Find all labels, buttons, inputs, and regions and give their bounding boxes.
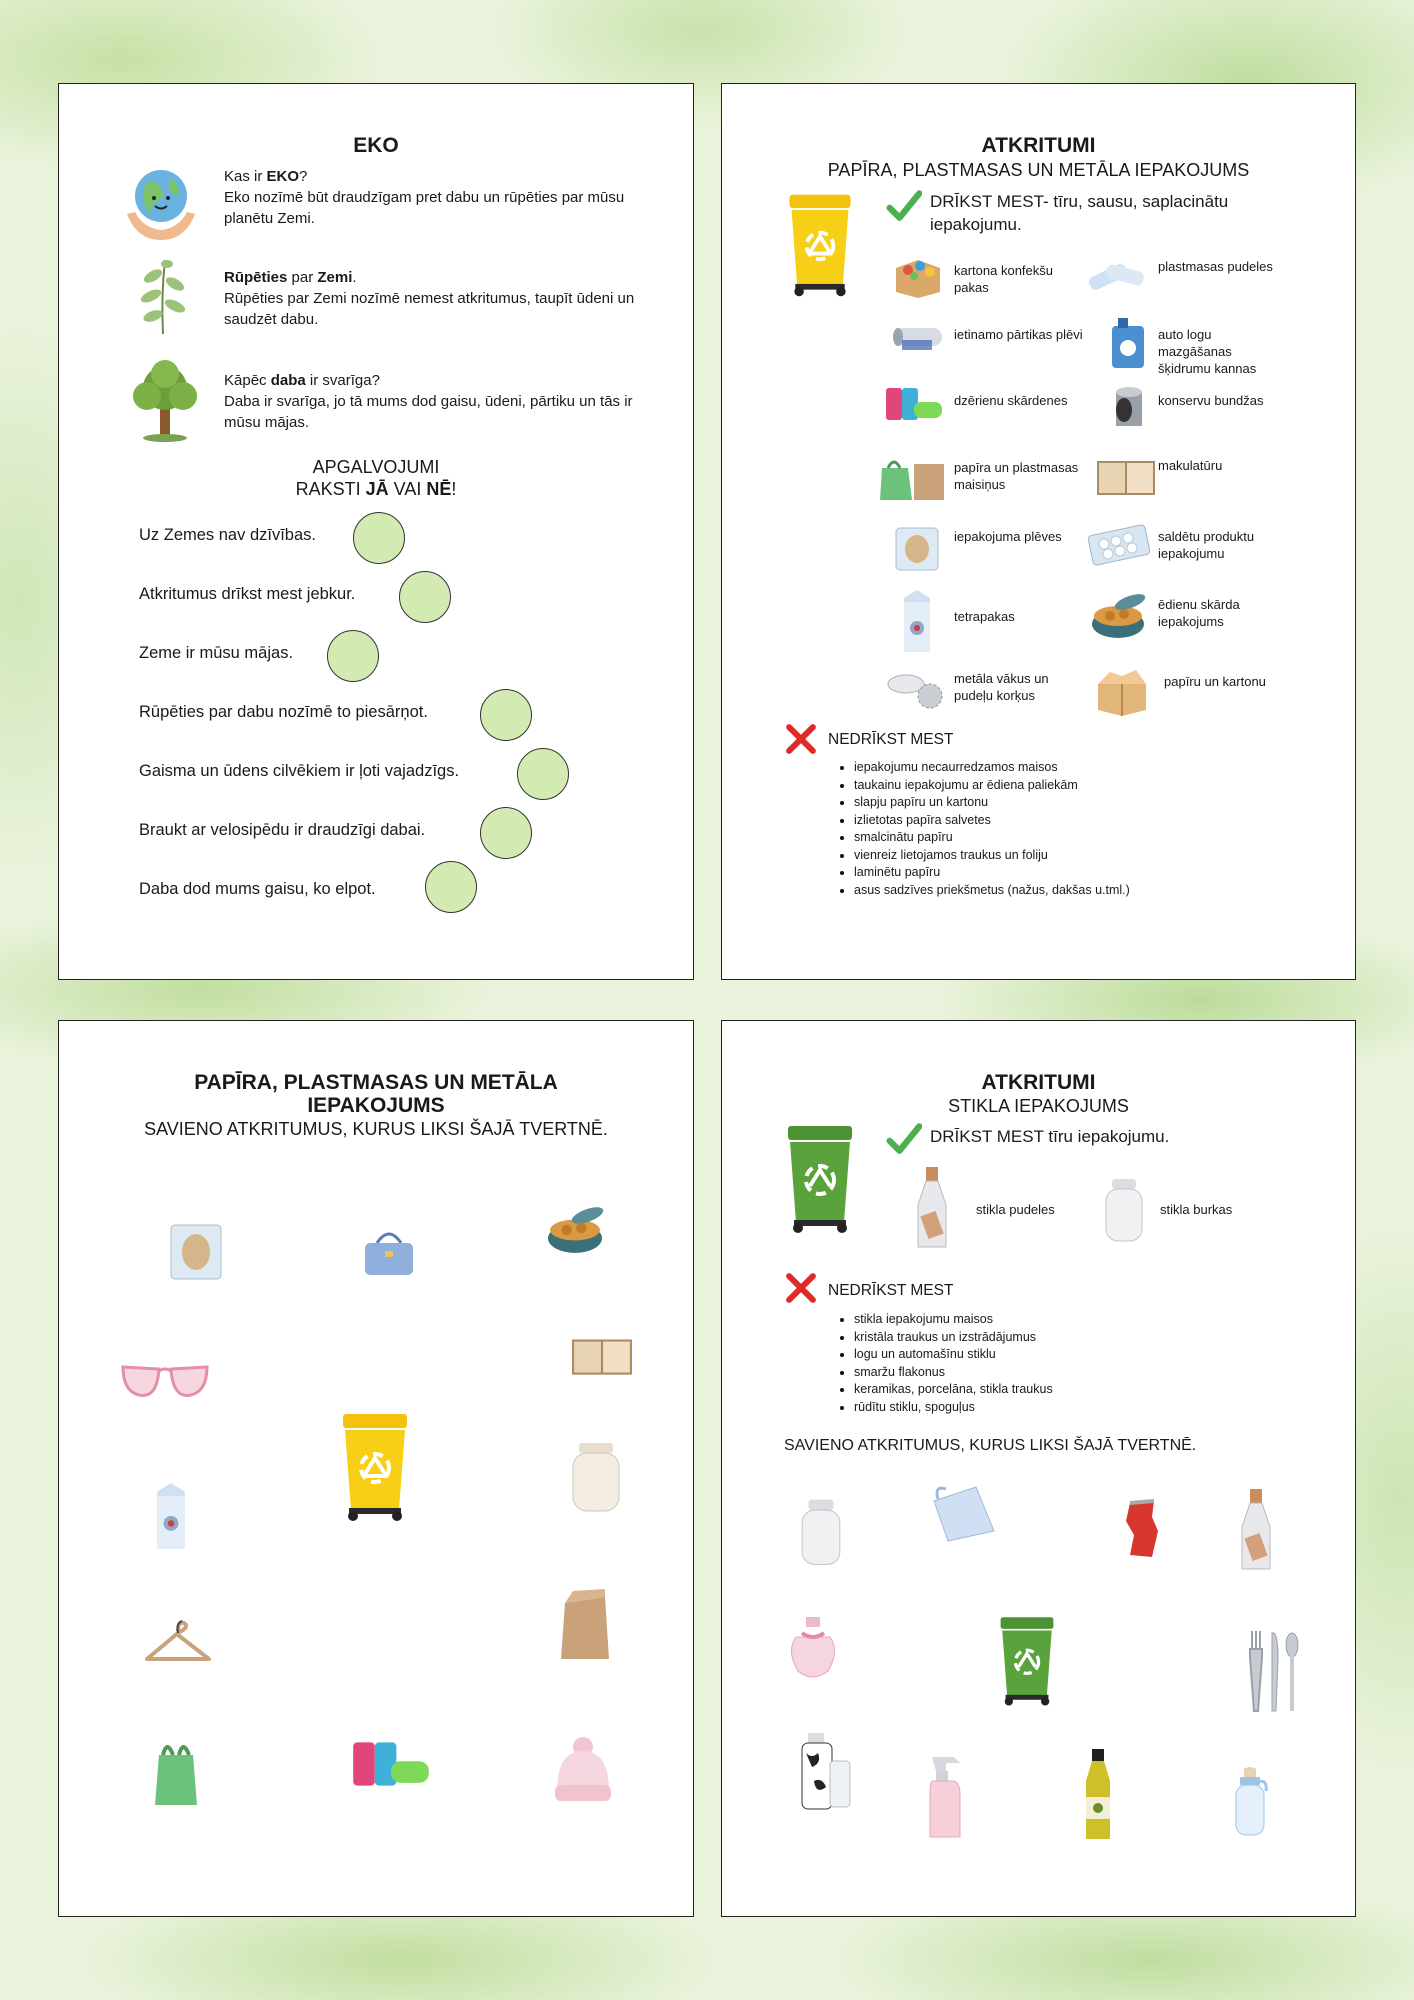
- forbidden-heading: NEDRĪKST MEST: [828, 731, 954, 748]
- statement-4: Rūpēties par dabu nozīmē to piesārņot.: [139, 703, 428, 721]
- statements-instruction: RAKSTI JĀ VAI NĒ!: [295, 479, 457, 499]
- answer-circle-7[interactable]: [425, 861, 477, 913]
- leaf-branch-icon: [135, 256, 191, 336]
- eko-q2: Rūpēties par Zemi. Rūpēties par Zemi nozīmē nemest atkritumus, taupīt ūdeni un saudzēt dabu.: [224, 269, 635, 328]
- answer-circle-2[interactable]: [399, 571, 451, 623]
- cross-icon: [784, 1271, 818, 1305]
- statement-6: Braukt ar velosipēdu ir draudzīgi dabai.: [139, 821, 426, 839]
- tree-icon: [127, 358, 203, 442]
- forbidden-item: • smalcinātu papīru: [854, 829, 1336, 847]
- yellow-bin-icon: [782, 190, 858, 300]
- item-label: ietinamo pārtikas plēvi: [954, 327, 1083, 342]
- matching-yellow-page: [58, 1020, 694, 1917]
- allowed-text: DRĪKST MEST- tīru, sausu, saplacinātu iepakojumu.: [930, 192, 1229, 234]
- tin-can-icon: [1112, 384, 1146, 430]
- forbidden-item: • kristāla traukus un izstrādājumus: [854, 1329, 1336, 1347]
- item-label: auto logu mazgāšanas šķidrumu kannas: [1158, 327, 1257, 376]
- candy-box-icon: [890, 254, 946, 300]
- green-bin-icon[interactable]: [994, 1611, 1060, 1711]
- forbidden-item: • taukainu iepakojumu ar ēdiena paliekām: [854, 777, 1336, 795]
- forbidden-item: • slapju papīru un kartonu: [854, 794, 1336, 812]
- item-label: ēdienu skārda iepakojums: [1158, 597, 1240, 629]
- statement-2: Atkritumus drīkst mest jebkur.: [139, 585, 356, 603]
- glass-jar-icon: [1102, 1177, 1146, 1243]
- handbag-icon[interactable]: [361, 1225, 417, 1279]
- washer-fluid-can-icon: [1108, 316, 1148, 370]
- statement-3: Zeme ir mūsu mājas.: [139, 644, 294, 662]
- tin-box-icon: [1088, 590, 1148, 642]
- hanger-icon[interactable]: [143, 1619, 213, 1669]
- forbidden-item: • logu un automašīnu stiklu: [854, 1346, 1336, 1364]
- plastic-bottles-icon: [1084, 252, 1148, 296]
- recycling-info-page: [721, 83, 1356, 980]
- lids-caps-icon: [884, 670, 950, 710]
- page-title: ATKRITUMI: [981, 134, 1096, 157]
- answer-circle-4[interactable]: [480, 689, 532, 741]
- forbidden-list: [836, 1311, 1336, 1416]
- glass-bottle-icon[interactable]: [1236, 1487, 1276, 1573]
- page-title: PAPĪRA, PLASTMASAS UN METĀLA: [194, 1071, 558, 1094]
- page-title: ATKRITUMI: [981, 1071, 1096, 1094]
- forbidden-item: • vienreiz lietojamos traukus un foliju: [854, 847, 1336, 865]
- globe-in-hands-icon: [123, 162, 199, 242]
- spray-bottle-icon[interactable]: [924, 1749, 968, 1839]
- forbidden-item: • izlietotas papīra salvetes: [854, 812, 1336, 830]
- item-label: plastmasas pudeles: [1158, 259, 1273, 274]
- forbidden-item: • iepakojumu necaurredzamos maisos: [854, 759, 1336, 777]
- plastic-bag-icon[interactable]: [151, 1737, 201, 1807]
- olive-oil-icon[interactable]: [1080, 1747, 1116, 1841]
- item-label: konservu bundžas: [1158, 393, 1264, 408]
- statement-7: Daba dod mums gaisu, ko elpot.: [139, 880, 376, 898]
- cardboard-box-icon: [1092, 666, 1152, 716]
- bags-icon: [878, 454, 948, 502]
- page-title: EKO: [353, 134, 399, 157]
- page-subtitle: SAVIENO ATKRITUMUS, KURUS LIKSI ŠAJĀ TVERTNĒ.: [144, 1119, 608, 1139]
- milk-jug-icon[interactable]: [794, 1731, 854, 1811]
- statements-heading: APGALVOJUMI: [312, 457, 440, 477]
- check-icon: [886, 188, 922, 224]
- answer-circle-5[interactable]: [517, 748, 569, 800]
- food-bag-icon[interactable]: [167, 1221, 225, 1283]
- answer-circle-6[interactable]: [480, 807, 532, 859]
- forbidden-heading: NEDRĪKST MEST: [828, 1282, 954, 1299]
- forbidden-item: • asus sadzīves priekšmetus (nažus, dakšas u.tml.): [854, 882, 1336, 900]
- answer-circle-3[interactable]: [327, 630, 379, 682]
- eko-q1: Kas ir EKO? Eko nozīmē būt draudzīgam pret dabu un rūpēties par mūsu planētu Zemi.: [224, 168, 625, 227]
- packaging-film-icon: [892, 524, 942, 574]
- glass-jar-icon[interactable]: [798, 1497, 844, 1567]
- item-label: saldētu produktu iepakojumu: [1158, 529, 1255, 561]
- crushed-can-icon[interactable]: [1122, 1497, 1162, 1561]
- knit-hat-icon[interactable]: [549, 1735, 617, 1807]
- page-subtitle: PAPĪRA, PLASTMASAS UN METĀLA IEPAKOJUMS: [827, 160, 1250, 180]
- item-label: iepakojuma plēves: [954, 529, 1062, 544]
- allowed-text: DRĪKST MEST tīru iepakojumu.: [930, 1127, 1170, 1146]
- frozen-food-tray-icon: [1086, 522, 1152, 566]
- cross-icon: [784, 722, 818, 756]
- forbidden-list: [836, 759, 1336, 899]
- cutlery-icon[interactable]: [1246, 1629, 1300, 1713]
- statement-5: Gaisma un ūdens cilvēkiem ir ļoti vajadzīgs.: [139, 762, 460, 780]
- cans-icon[interactable]: [349, 1737, 433, 1791]
- matching-instruction: SAVIENO ATKRITUMUS, KURUS LIKSI ŠAJĀ TVERTNĒ.: [784, 1437, 1197, 1454]
- paper-bag-icon[interactable]: [557, 1587, 613, 1663]
- forbidden-item: • smaržu flakonus: [854, 1364, 1336, 1382]
- item-label: tetrapakas: [954, 609, 1015, 624]
- green-bin-icon: [780, 1123, 860, 1235]
- food-wrap-roll-icon: [890, 320, 946, 356]
- yellow-bin-icon[interactable]: [335, 1411, 415, 1523]
- item-label: papīru un kartonu: [1164, 674, 1266, 689]
- tin-box-icon[interactable]: [543, 1203, 607, 1257]
- glass-recycling-page: [721, 1020, 1356, 1917]
- item-label: stikla pudeles: [976, 1202, 1055, 1217]
- statement-1: Uz Zemes nav dzīvības.: [139, 526, 316, 544]
- jar-icon[interactable]: [567, 1439, 625, 1515]
- book-icon[interactable]: [571, 1333, 633, 1377]
- item-label: dzērienu skārdenes: [954, 393, 1068, 408]
- check-icon: [886, 1121, 922, 1157]
- page-subtitle: STIKLA IEPAKOJUMS: [948, 1096, 1129, 1116]
- glass-bottle-icon: [912, 1165, 952, 1251]
- item-label: papīra un plastmasas maisiņus: [954, 460, 1079, 492]
- answer-circle-1[interactable]: [353, 512, 405, 564]
- baby-bottle-icon[interactable]: [1226, 1765, 1274, 1839]
- item-label: stikla burkas: [1160, 1202, 1233, 1217]
- perfume-bottle-icon[interactable]: [784, 1615, 842, 1683]
- eko-page: [58, 83, 694, 980]
- page-title-line2: IEPAKOJUMS: [307, 1094, 445, 1117]
- drink-cans-icon: [884, 384, 944, 424]
- sunglasses-icon[interactable]: [119, 1359, 211, 1403]
- forbidden-item: • keramikas, porcelāna, stikla traukus: [854, 1381, 1336, 1399]
- forbidden-item: • laminētu papīru: [854, 864, 1336, 882]
- item-label: metāla vākus un pudeļu korķus: [954, 671, 1049, 703]
- forbidden-item: • rūdītu stiklu, spoguļus: [854, 1399, 1336, 1417]
- milk-carton-icon[interactable]: [153, 1481, 189, 1551]
- item-label: kartona konfekšu pakas: [954, 263, 1054, 295]
- item-label: makulatūru: [1158, 458, 1223, 473]
- eko-q3: Kāpēc daba ir svarīga? Daba ir svarīga, jo tā mums dod gaisu, ūdeni, pārtiku un tās ir mūsu mājas.: [224, 372, 633, 431]
- old-book-icon: [1096, 456, 1156, 496]
- forbidden-item: • stikla iepakojumu maisos: [854, 1311, 1336, 1329]
- tetrapak-icon: [900, 588, 934, 654]
- plastic-bag-icon[interactable]: [924, 1479, 1000, 1545]
